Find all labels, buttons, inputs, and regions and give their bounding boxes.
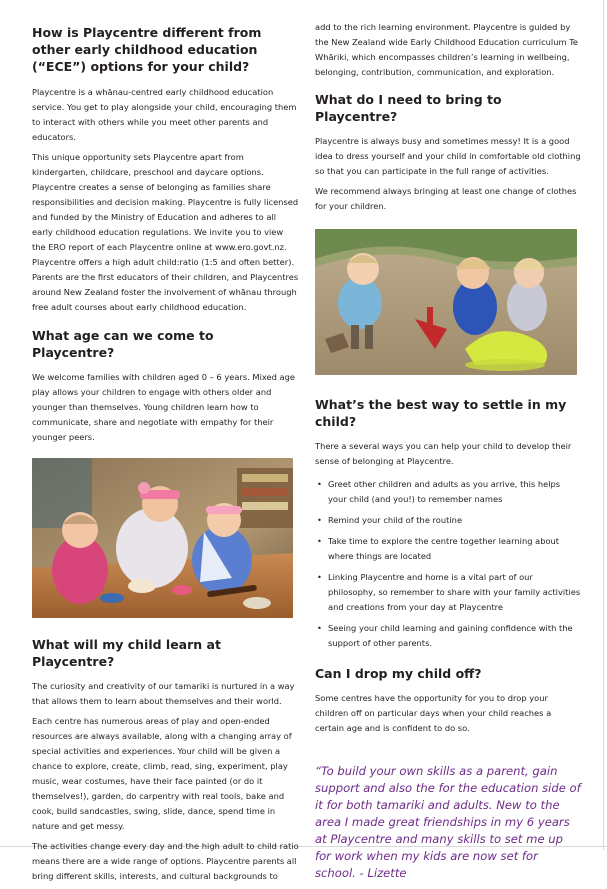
para-whanau-centred: Playcentre is a whānau-centred early childhood education service. You get to play alongside your child, encouraging them to interact with others while you meet other parents and educators. (32, 87, 297, 142)
settle-tips-list (315, 477, 581, 651)
heading-what-bring: What do I need to bring to Playcentre? (315, 92, 502, 124)
para-continued-whariki: add to the rich learning environment. Playcentre is guided by the New Zealand wide Early Childhood Education curriculum Te Whāriki, which encompasses children’s learning in wellbeing, belonging, contribution, communication, and exploration. (315, 22, 578, 77)
left-column (32, 0, 299, 889)
heading-how-different: How is Playcentre different from other early childhood education (“ECE”) options for your child? (32, 25, 262, 74)
list-item: • Seeing your child learning and gaining confidence with the support of other parents. (315, 621, 581, 651)
para-several-ways: There a several ways you can help your child to develop their sense of belonging at Playcentre. (315, 441, 572, 466)
list-item: • Linking Playcentre and home is a vital part of our philosophy, so remember to share with your family activities and creations from your day at Playcentre (315, 570, 581, 615)
craft-table-illustration (32, 458, 293, 618)
page-edge-right (603, 0, 604, 850)
para-drop-off-info: Some centres have the opportunity for you to drop your children off on particular days when your child reaches a certain age and is confident to do so. (315, 693, 552, 733)
sandpit-illustration (315, 229, 577, 375)
para-change-of-clothes: We recommend always bringing at least one change of clothes for your children. (315, 186, 577, 211)
heading-drop-off: Can I drop my child off? (315, 666, 482, 681)
testimonial-quote: “To build your own skills as a parent, gain support and also the for the education side of it for both tamariki and adults. New to the area I made great friendships in my 6 years at Playcentre and many skills to set me up for work when my kids are now set for school. - Lizette (315, 764, 581, 880)
para-age-range: We welcome families with children aged 0 – 6 years. Mixed age play allows your children to engage with others older and younger than themselves. Young children learn how to communicate, share and negotiate with empathy for their younger peers. (32, 372, 296, 442)
heading-settle-in: What’s the best way to settle in my child? (315, 397, 567, 429)
list-item: • Take time to explore the centre together learning about where things are located (315, 534, 581, 564)
photo-children-sandpit (315, 229, 577, 375)
list-item: • Greet other children and adults as you arrive, this helps your child (and you!) to remember names (315, 477, 581, 507)
para-activities-change: The activities change every day and the high adult to child ratio means there are a wide range of options. Playcentre parents all bring different skills, interests, and cultural backgrounds to (32, 841, 299, 881)
para-unique-opportunity: This unique opportunity sets Playcentre apart from kindergarten, childcare, preschool and daycare options. Playcentre creates a sense of belonging as families share responsibilities and decision making. Playcentre is fully licensed and funded by the Ministry of Education and adheres to all early childhood education regulations. We invite you to view the ERO report of each Playcentre online at www.ero.govt.nz. Playcentre offers a high adult child:ratio (1:5 and often better). Parents are the first educators of their children, and Playcentres around New Zealand foster the involvement of whānau through free adult courses about early childhood education. (32, 152, 299, 312)
para-play-areas: Each centre has numerous areas of play and open-ended resources are always available, along with a changing array of special activities and experiences. Your child will be given a chance to explore, create, climb, read, sing, experiment, play music, wear costumes, have their face painted (or do it themselves!), garden, do carpentry with real tools, bake and cook, build sandcastles, swing, slide, dance, spend time in nature and get messy. (32, 716, 292, 831)
list-item: • Remind your child of the routine (315, 513, 581, 528)
para-curiosity: The curiosity and creativity of our tamariki is nurtured in a way that allows them to learn about themselves and their world. (32, 681, 295, 706)
right-column (315, 0, 581, 882)
heading-what-learn: What will my child learn at Playcentre? (32, 637, 221, 669)
para-busy-messy: Playcentre is always busy and sometimes messy! It is a good idea to dress yourself and your child in comfortable old clothing so that you can participate in the full range of activities. (315, 136, 581, 176)
heading-what-age: What age can we come to Playcentre? (32, 328, 214, 360)
photo-children-craft-table (32, 458, 293, 618)
